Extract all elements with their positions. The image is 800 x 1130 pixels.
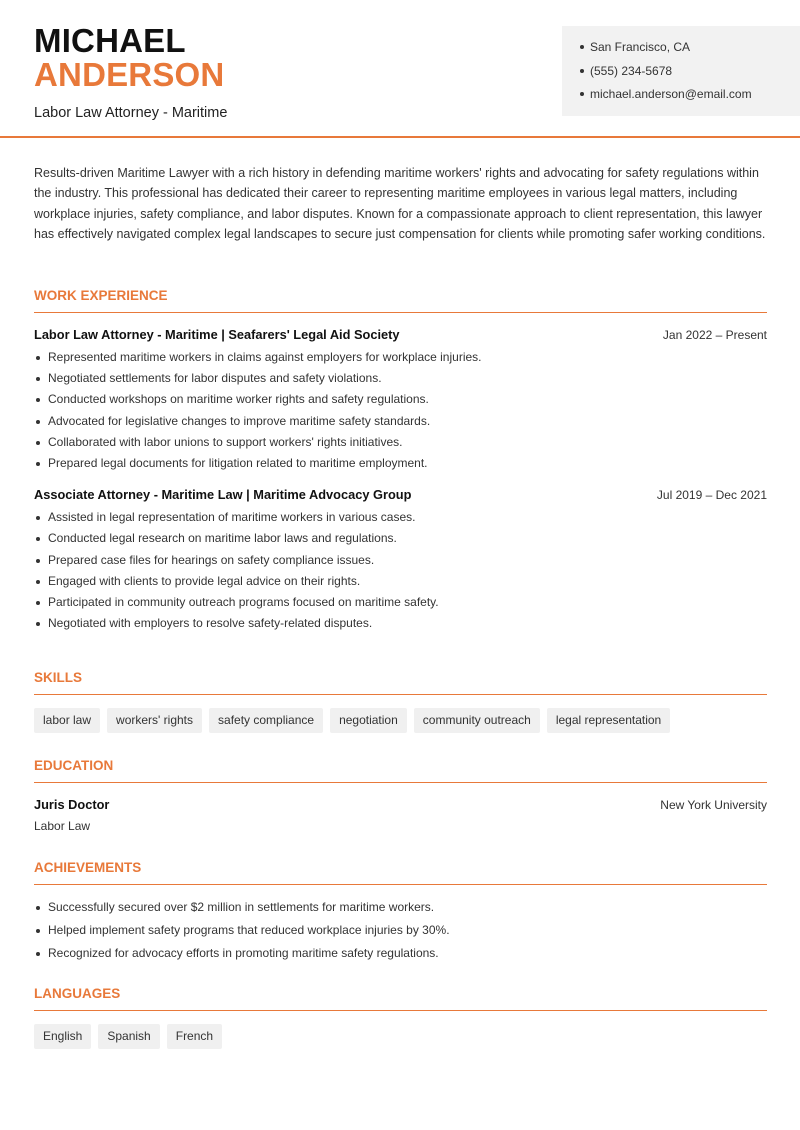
list-item	[34, 574, 767, 595]
skill-tag: legal representation	[547, 708, 670, 733]
bullet-icon	[36, 398, 40, 402]
list-item-text: Represented maritime workers in claims against employers for workplace injuries.	[48, 350, 482, 364]
list-item	[34, 923, 767, 946]
job-date: Jul 2019 – Dec 2021	[656, 488, 767, 503]
section-title: WORK EXPERIENCE	[34, 288, 168, 303]
list-item	[34, 616, 767, 637]
languages-section	[34, 986, 767, 1049]
list-item-text: Conducted legal research on maritime labor laws and regulations.	[48, 531, 397, 546]
job-bullets	[34, 510, 767, 637]
skill-tag: labor law	[34, 708, 100, 733]
bullet-icon	[36, 580, 40, 584]
list-item-text: Helped implement safety programs that reduced workplace injuries by 30%.	[48, 922, 450, 937]
language-tag: Spanish	[98, 1024, 159, 1049]
contact-email-text: michael.anderson@email.com	[590, 87, 752, 101]
language-tag: French	[167, 1024, 222, 1049]
bullet-icon	[36, 462, 40, 466]
section-title: SKILLS	[34, 670, 83, 685]
job-header	[34, 487, 767, 502]
list-item	[34, 531, 767, 552]
contact-location-text: San Francisco, CA	[590, 40, 691, 54]
list-item	[34, 553, 767, 574]
list-item-text: Assisted in legal representation of maritime workers in various cases.	[48, 510, 416, 525]
bullet-icon	[36, 622, 40, 626]
education-degree: Juris Doctor	[34, 797, 110, 812]
bullet-icon	[36, 601, 40, 605]
language-tags	[34, 1024, 767, 1049]
list-item	[34, 900, 767, 923]
bullet-icon	[36, 906, 40, 910]
job-entry	[34, 327, 767, 477]
list-item	[34, 350, 767, 371]
section-divider	[34, 884, 767, 885]
skill-tag: community outreach	[414, 708, 540, 733]
list-item	[34, 595, 767, 616]
list-item	[34, 392, 767, 413]
first-name: MICHAEL	[34, 22, 186, 59]
section-divider	[34, 1010, 767, 1011]
list-item-text: Participated in community outreach programs focused on maritime safety.	[48, 594, 439, 609]
list-item-text: Negotiated with employers to resolve safety-related disputes.	[48, 616, 373, 631]
section-title: EDUCATION	[34, 758, 114, 773]
skill-tag: workers' rights	[107, 708, 202, 733]
section-title: LANGUAGES	[34, 986, 121, 1001]
section-divider	[34, 694, 767, 695]
list-item-text: Conducted workshops on maritime worker rights and safety regulations.	[48, 392, 429, 407]
bullet-icon	[580, 69, 584, 73]
bullet-icon	[580, 92, 584, 96]
list-item	[34, 371, 767, 392]
skill-tag: safety compliance	[209, 708, 323, 733]
education-section	[34, 758, 767, 833]
contact-phone	[580, 63, 800, 87]
resume-header	[0, 0, 800, 138]
bullet-icon	[36, 441, 40, 445]
list-item-text: Advocated for legislative changes to improve maritime safety standards.	[48, 413, 431, 428]
list-item	[34, 435, 767, 456]
list-item-text: Recognized for advocacy efforts in promoting maritime safety regulations.	[48, 945, 439, 960]
work-experience-section	[34, 288, 767, 637]
list-item	[34, 510, 767, 531]
summary-section	[34, 163, 767, 245]
list-item	[34, 414, 767, 435]
list-item-text: Negotiated settlements for labor disputes and safety violations.	[48, 371, 382, 386]
job-entry	[34, 487, 767, 637]
skill-tag: negotiation	[330, 708, 407, 733]
bullet-icon	[36, 516, 40, 520]
education-field: Labor Law	[34, 819, 91, 833]
achievements-section	[34, 860, 767, 968]
skills-section	[34, 670, 767, 733]
bullet-icon	[36, 420, 40, 424]
list-item-text: Prepared legal documents for litigation related to maritime employment.	[48, 455, 428, 470]
job-header	[34, 327, 767, 342]
language-tag: English	[34, 1024, 91, 1049]
last-name: ANDERSON	[34, 56, 225, 93]
list-item	[34, 946, 767, 969]
job-role: Associate Attorney - Maritime Law | Maritime Advocacy Group	[34, 487, 412, 503]
section-divider	[34, 312, 767, 313]
name-block	[34, 24, 227, 121]
bullet-icon	[36, 559, 40, 563]
job-role: Labor Law Attorney - Maritime | Seafarers' Legal Aid Society	[34, 327, 400, 342]
section-title: ACHIEVEMENTS	[34, 860, 142, 875]
section-divider	[34, 782, 767, 783]
job-title: Labor Law Attorney - Maritime	[34, 105, 228, 121]
contact-box	[562, 26, 800, 116]
contact-phone-text: (555) 234-5678	[590, 63, 673, 78]
bullet-icon	[36, 377, 40, 381]
list-item	[34, 456, 767, 477]
bullet-icon	[36, 537, 40, 541]
education-header	[34, 797, 767, 812]
contact-email	[580, 86, 800, 110]
achievement-list	[34, 900, 767, 968]
bullet-icon	[36, 356, 40, 360]
bullet-icon	[36, 952, 40, 956]
education-school: New York University	[660, 798, 767, 812]
contact-location	[580, 39, 800, 63]
bullet-icon	[580, 45, 584, 49]
list-item-text: Prepared case files for hearings on safety compliance issues.	[48, 552, 375, 567]
skill-tags	[34, 708, 767, 733]
summary-text: Results-driven Maritime Lawyer with a rich history in defending maritime workers' rights and advocating for safety regulations within the industry. This professional has dedicated their career to representing maritime employees in various legal matters, including workplace injuries, safety compliance, and labor disputes. Known for a compassionate approach to client representation, this lawyer has effectively navigated complex legal landscapes to secure just compensation for clients while promoting safer working conditions.	[34, 166, 766, 242]
list-item-text: Collaborated with labor unions to support workers' rights initiatives.	[48, 434, 403, 449]
list-item-text: Successfully secured over $2 million in settlements for maritime workers.	[48, 900, 435, 914]
list-item-text: Engaged with clients to provide legal advice on their rights.	[48, 573, 361, 588]
bullet-icon	[36, 929, 40, 933]
job-bullets	[34, 350, 767, 477]
job-date: Jan 2022 – Present	[662, 328, 767, 342]
